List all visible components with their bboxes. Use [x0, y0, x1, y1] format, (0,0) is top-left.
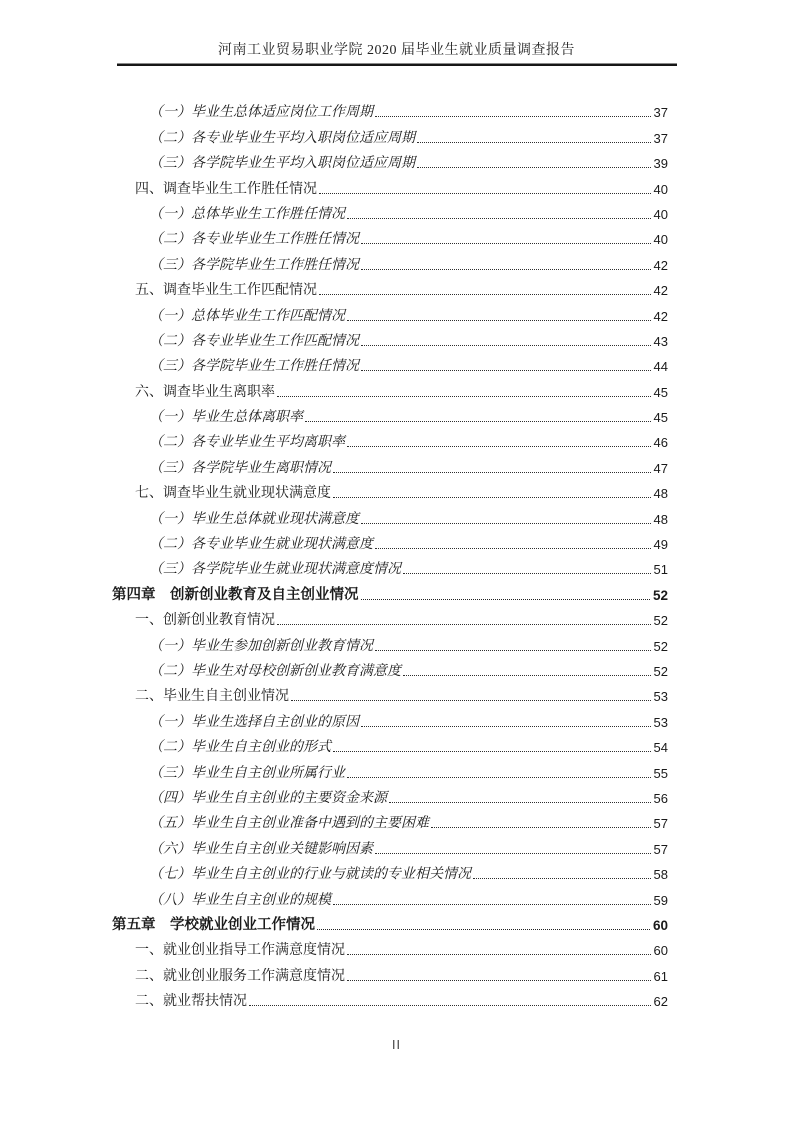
toc-entry[interactable]	[112, 553, 668, 578]
toc-entry-title: （二）各专业毕业生平均入职岗位适应周期	[149, 130, 415, 146]
toc-entry[interactable]	[112, 705, 668, 730]
toc-dot-leader	[347, 980, 651, 981]
toc-entry[interactable]	[112, 477, 668, 502]
toc-entry-title: （二）各专业毕业生就业现状满意度	[149, 537, 373, 553]
toc-entry-title: 第五章 学校就业创业工作情况	[112, 916, 315, 933]
toc-dot-leader	[375, 116, 651, 117]
toc-entry-title: 一、就业创业指导工作满意度情况	[135, 943, 345, 959]
toc-entry[interactable]	[112, 985, 668, 1010]
toc-entry[interactable]	[112, 299, 668, 324]
toc-entry-title: （一）毕业生总体离职率	[149, 410, 303, 426]
toc-entry-title: 一、创新创业教育情况	[135, 613, 275, 629]
toc-entry-title: 四、调查毕业生工作胜任情况	[135, 181, 317, 197]
toc-dot-leader	[389, 802, 651, 803]
toc-entry-page: 57	[653, 841, 668, 857]
toc-entry[interactable]	[112, 375, 668, 400]
toc-entry[interactable]	[112, 959, 668, 984]
toc-entry[interactable]	[112, 147, 668, 172]
toc-entry-page: 48	[653, 486, 668, 502]
toc-dot-leader	[361, 599, 650, 600]
toc-entry[interactable]	[112, 325, 668, 350]
toc-entry-page: 61	[653, 968, 668, 984]
toc-entry-page: 39	[653, 156, 668, 172]
toc-dot-leader	[333, 751, 651, 752]
toc-entry[interactable]	[112, 629, 668, 654]
toc-dot-leader	[431, 827, 651, 828]
toc-entry-title: （一）毕业生选择自主创业的原因	[149, 714, 359, 730]
toc-entry[interactable]	[112, 807, 668, 832]
toc-entry[interactable]	[112, 680, 668, 705]
toc-entry[interactable]	[112, 782, 668, 807]
toc-entry[interactable]	[112, 451, 668, 476]
toc-entry-page: 52	[653, 613, 668, 629]
toc-entry-page: 54	[653, 740, 668, 756]
toc-entry[interactable]	[112, 604, 668, 629]
toc-dot-leader	[333, 497, 651, 498]
toc-entry-title: 五、调查毕业生工作匹配情况	[135, 283, 317, 299]
toc-entry-page: 44	[653, 359, 668, 375]
toc-entry-title: （二）各专业毕业生平均离职率	[149, 435, 345, 451]
toc-entry-title: 六、调查毕业生离职率	[135, 384, 275, 400]
toc-dot-leader	[249, 1005, 651, 1006]
toc-entry-page: 37	[653, 130, 668, 146]
toc-entry[interactable]	[112, 96, 668, 121]
toc-entry-page: 42	[653, 257, 668, 273]
toc-entry-title: （二）毕业生对母校创新创业教育满意度	[149, 663, 401, 679]
toc-entry[interactable]	[112, 731, 668, 756]
toc-dot-leader	[375, 650, 651, 651]
toc-entry[interactable]	[112, 909, 668, 934]
toc-entry[interactable]	[112, 172, 668, 197]
toc-entry-page: 49	[653, 537, 668, 553]
toc-dot-leader	[361, 269, 651, 270]
toc-dot-leader	[277, 624, 651, 625]
toc-dot-leader	[333, 472, 651, 473]
toc-entry-page: 52	[653, 638, 668, 654]
toc-entry[interactable]	[112, 401, 668, 426]
toc-dot-leader	[417, 167, 651, 168]
toc-entry-title: （一）毕业生总体适应岗位工作周期	[149, 105, 373, 121]
toc-entry-title: （三）各学院毕业生平均入职岗位适应周期	[149, 156, 415, 172]
toc-list	[112, 96, 668, 1010]
toc-entry[interactable]	[112, 934, 668, 959]
toc-entry-page: 43	[653, 333, 668, 349]
toc-entry-page: 60	[653, 943, 668, 959]
toc-entry-page: 45	[653, 384, 668, 400]
toc-entry-title: （一）总体毕业生工作胜任情况	[149, 206, 345, 222]
toc-entry-page: 55	[653, 765, 668, 781]
toc-entry-page: 45	[653, 410, 668, 426]
toc-entry-title: 二、毕业生自主创业情况	[135, 689, 289, 705]
toc-entry-title: （一）毕业生参加创新创业教育情况	[149, 638, 373, 654]
toc-entry[interactable]	[112, 223, 668, 248]
toc-entry-page: 47	[653, 460, 668, 476]
toc-entry[interactable]	[112, 858, 668, 883]
toc-entry-page: 42	[653, 283, 668, 299]
toc-dot-leader	[305, 421, 651, 422]
toc-dot-leader	[375, 853, 651, 854]
toc-entry-title: （三）各学院毕业生工作胜任情况	[149, 257, 359, 273]
toc-entry-page: 40	[653, 206, 668, 222]
toc-dot-leader	[277, 396, 651, 397]
toc-entry-page: 46	[653, 435, 668, 451]
toc-entry-title: （三）毕业生自主创业所属行业	[149, 765, 345, 781]
page-header-title: 河南工业贸易职业学院 2020 届毕业生就业质量调查报告	[218, 43, 575, 58]
toc-entry[interactable]	[112, 578, 668, 603]
toc-entry-page: 57	[653, 816, 668, 832]
toc-dot-leader	[403, 573, 651, 574]
toc-entry-title: （五）毕业生自主创业准备中遇到的主要困难	[149, 816, 429, 832]
toc-entry[interactable]	[112, 528, 668, 553]
toc-dot-leader	[291, 700, 651, 701]
toc-entry-title: （二）各专业毕业生工作匹配情况	[149, 333, 359, 349]
toc-dot-leader	[347, 218, 651, 219]
toc-dot-leader	[317, 929, 650, 930]
toc-entry-page: 40	[653, 232, 668, 248]
toc-dot-leader	[319, 294, 651, 295]
toc-dot-leader	[403, 675, 651, 676]
toc-entry-title: （二）毕业生自主创业的形式	[149, 740, 331, 756]
toc-dot-leader	[361, 345, 651, 346]
toc-entry[interactable]	[112, 832, 668, 857]
toc-entry-title: （一）总体毕业生工作匹配情况	[149, 308, 345, 324]
toc-entry-page: 40	[653, 181, 668, 197]
toc-entry-page: 42	[653, 308, 668, 324]
toc-entry-page: 53	[653, 689, 668, 705]
toc-entry-page: 62	[653, 994, 668, 1010]
toc-entry-title: 二、就业帮扶情况	[135, 994, 247, 1010]
toc-entry-title: （一）毕业生总体就业现状满意度	[149, 511, 359, 527]
toc-entry[interactable]	[112, 121, 668, 146]
toc-entry-page: 58	[653, 867, 668, 883]
toc-entry-page: 48	[653, 511, 668, 527]
toc-entry-page: 51	[653, 562, 668, 578]
toc-entry-page: 52	[652, 587, 668, 603]
toc-entry[interactable]	[112, 756, 668, 781]
toc-dot-leader	[319, 193, 651, 194]
toc-entry-title: 七、调查毕业生就业现状满意度	[135, 486, 331, 502]
toc-entry[interactable]	[112, 502, 668, 527]
toc-entry-title: （七）毕业生自主创业的行业与就读的专业相关情况	[149, 867, 471, 883]
toc-entry-page: 56	[653, 790, 668, 806]
toc-entry-page: 59	[653, 892, 668, 908]
toc-entry-title: （八）毕业生自主创业的规模	[149, 892, 331, 908]
toc-dot-leader	[361, 243, 651, 244]
footer-page-number: II	[392, 1038, 401, 1052]
toc-entry-title: （三）各学院毕业生工作胜任情况	[149, 359, 359, 375]
toc-entry-title: （六）毕业生自主创业关键影响因素	[149, 841, 373, 857]
toc-entry[interactable]	[112, 655, 668, 680]
toc-dot-leader	[361, 523, 651, 524]
toc-dot-leader	[333, 904, 651, 905]
toc-dot-leader	[361, 726, 651, 727]
toc-entry-page: 52	[653, 663, 668, 679]
toc-dot-leader	[375, 548, 651, 549]
toc-entry-title: 第四章 创新创业教育及自主创业情况	[112, 586, 359, 603]
header-rule	[117, 63, 677, 66]
toc-entry[interactable]	[112, 426, 668, 451]
toc-entry-page: 60	[652, 917, 668, 933]
toc-dot-leader	[361, 370, 651, 371]
toc-entry[interactable]	[112, 248, 668, 273]
toc-entry-page: 53	[653, 714, 668, 730]
toc-entry[interactable]	[112, 883, 668, 908]
toc-dot-leader	[347, 446, 651, 447]
toc-entry[interactable]	[112, 350, 668, 375]
toc-entry-page: 37	[653, 105, 668, 121]
toc-entry-title: 二、就业创业服务工作满意度情况	[135, 968, 345, 984]
toc-dot-leader	[417, 142, 651, 143]
toc-entry-title: （三）各学院毕业生离职情况	[149, 460, 331, 476]
toc-entry-title: （三）各学院毕业生就业现状满意度情况	[149, 562, 401, 578]
toc-entry[interactable]	[112, 198, 668, 223]
toc-dot-leader	[347, 777, 651, 778]
toc-dot-leader	[347, 320, 651, 321]
toc-entry-title: （四）毕业生自主创业的主要资金来源	[149, 790, 387, 806]
toc-dot-leader	[473, 878, 651, 879]
toc-entry[interactable]	[112, 274, 668, 299]
toc-dot-leader	[347, 954, 651, 955]
toc-entry-title: （二）各专业毕业生工作胜任情况	[149, 232, 359, 248]
